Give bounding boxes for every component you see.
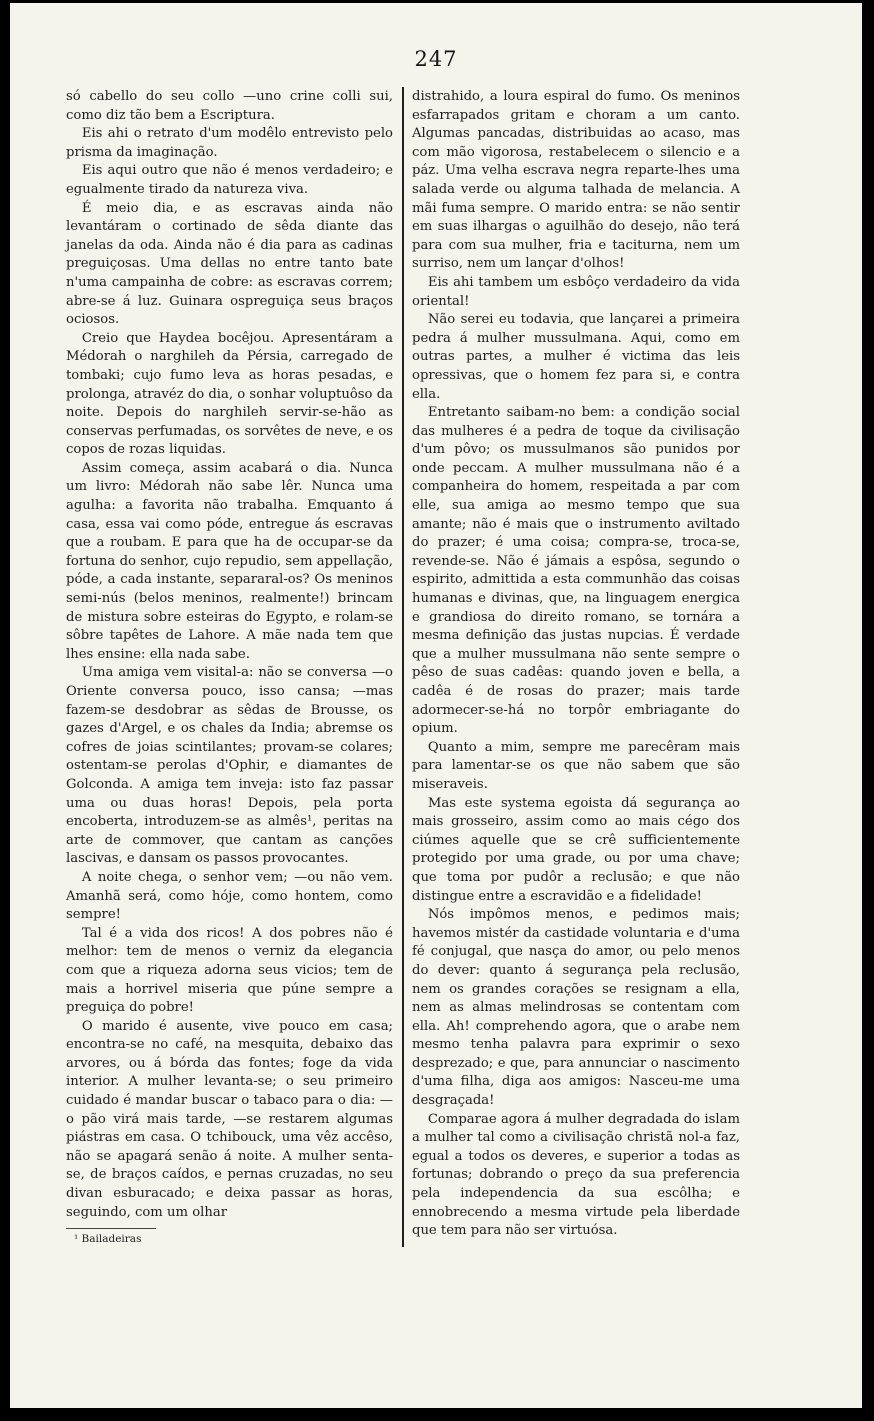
book-page [10, 3, 862, 1408]
right-column [412, 88, 740, 1241]
footnote-rule [66, 1228, 156, 1229]
paragraph: Eis ahi tambem um esbôço verdadeiro da vida oriental! [412, 274, 740, 309]
paragraph: Quanto a mim, sempre me parecêram mais para lamentar-se os que não sabem que são miseraveis. [412, 739, 740, 792]
paragraph: distrahido, a loura espiral do fumo. Os meninos esfarrapados gritam e choram a um canto. Algumas pancadas, distribuidas ao acaso, mas com mão vigorosa, restabelecem o silencio e a páz. Uma velha escrava negra reparte-lhes uma salada verde ou alguma talhada de melancia. A mãi fuma sempre. O marido entra: se não sentir em suas ilhargas o aguilhão do desejo, não terá para com sua mulher, fria e taciturna, nem um surriso, nem um lançar d'olhos! [412, 89, 740, 272]
paragraph: Mas este systema egoista dá segurança ao mais grosseiro, assim como ao mais cégo dos ciúmes aquelle que se crê sufficientemente protegido por uma grade, ou por uma chave; que toma por pudôr a reclusão; e que não distingue entre a escravidão e a fidelidade! [412, 795, 740, 904]
paragraph: Tal é a vida dos ricos! A dos pobres não é melhor: tem de menos o verniz da elegancia com que a riqueza adorna seus vicios; tem de mais a horrivel miseria que púne sempre a preguiça do pobre! [66, 925, 393, 1016]
paragraph: Uma amiga vem visital-a: não se conversa —o Oriente conversa pouco, isso cansa; —mas fazem-se desdobrar as sêdas de Brousse, os gazes d'Argel, e os chales da India; abremse os cofres de joias scintilantes; provam-se colares; ostentam-se perolas d'Ophir, e diamantes de Golconda. A amiga tem inveja: isto faz passar uma ou duas horas! Depois, pela porta encoberta, introduzem-se as almês¹, peritas na arte de commover, que cantam as canções lascivas, e dansam os passos provocantes. [66, 665, 393, 867]
paragraph: É meio dia, e as escravas ainda não levantáram o cortinado de sêda diante das janelas da oda. Ainda não é dia para as cadinas preguiçosas. Uma dellas no entre tanto bate n'uma campainha de cobre: as escravas correm; abre-se á luz. Guinara ospreguiça seus braços ociosos. [66, 200, 393, 328]
paragraph: Não serei eu todavia, que lançarei a primeira pedra á mulher mussulmana. Aqui, como em outras partes, a mulher é victima das leis opressivas, que o homem fez para si, e contra ella. [412, 312, 740, 402]
column-divider [402, 87, 404, 1247]
paragraph: Eis aqui outro que não é menos verdadeiro; e egualmente tirado da natureza viva. [66, 163, 393, 197]
paragraph: só cabello do seu collo —uno crine colli sui, como diz tão bem a Escriptura. [66, 89, 393, 123]
footnote: ¹ Bailadeiras [74, 1233, 142, 1246]
paragraph: O marido é ausente, vive pouco em casa; encontra-se no café, na mesquita, debaixo das arvores, ou á bórda das fontes; foge da vida interior. A mulher levanta-se; o seu primeiro cuidado é mandar buscar o tabaco para o dia: —o pão virá mais tarde, —se restarem algumas piástras em casa. O tchibouck, uma vêz accêso, não se apagará senão á noite. A mulher senta-se, de braços caídos, e pernas cruzadas, no seu divan esburacado; e deixa passar as horas, seguindo, com um olhar [66, 1018, 393, 1220]
paragraph: A noite chega, o senhor vem; —ou não vem. Amanhã será, como hóje, como hontem, como sempre! [66, 869, 393, 923]
paragraph: Nós impômos menos, e pedimos mais; havemos mistér da castidade voluntaria e d'uma fé conjugal, que nasça do amor, ou pelo menos do dever: quanto á segurança pela reclusão, nem os grandes corações se resignam a ella, nem as almas melindrosas se contentam com ella. Ah! comprehendo agora, que o arabe nem mesmo tenha palavra para exprimir o sexo desprezado; e que, para annunciar o nascimento d'uma filha, diga aos amigos: Nasceu-me uma desgraçada! [412, 907, 740, 1109]
page-number: 247 [414, 47, 458, 71]
paragraph: Assim começa, assim acabará o dia. Nunca um livro: Médorah não sabe lêr. Nunca uma agulha: a favorita não trabalha. Emquanto á casa, essa vai como póde, entregue ás escravas que a roubam. E para que ha de occupar-se da fortuna do senhor, cujo repudio, sem appellação, póde, a cada instante, separaral-os? Os meninos semi-nús (belos meninos, realmente!) brincam de mistura sobre esteiras do Egypto, e rolam-se sôbre tapêtes de Lahore. A mãe nada tem que lhes ensine: ella nada sabe. [66, 460, 393, 662]
paragraph: Creio que Haydea bocêjou. Apresentáram a Médorah o narghileh da Pérsia, carregado de tombaki; cujo fumo leva as horas pesadas, e prolonga, atravéz do dia, o sonhar voluptuôso da noite. Depois do narghileh servir-se-hão as conservas perfumadas, os sorvêtes de neve, e os copos de rozas liquidas. [66, 330, 393, 458]
left-column [66, 88, 393, 1246]
paragraph: Eis ahi o retrato d'um modêlo entrevisto pelo prisma da imaginação. [66, 126, 393, 160]
paragraph: Comparae agora á mulher degradada do islam a mulher tal como a civilisação christã nol-a faz, egual a todos os deveres, e superior a todas as fortunas; dobrando o preço da sua preferencia pela independencia da sua escôlha; e ennobrecendo a mesma virtude pela liberdade que tem para não ser virtuósa. [412, 1111, 740, 1239]
paragraph: Entretanto saibam-no bem: a condição social das mulheres é a pedra de toque da civilisação d'um pôvo; os mussulmanos são punidos por onde peccam. A mulher mussulmana não é a companheira do homem, respeitada a par com elle, sua amiga ao mesmo tempo que sua amante; não é mais que o instrumento aviltado do prazer; é uma coisa; compra-se, troca-se, revende-se. Não é jámais a espôsa, segundo o espirito, admittida a esta communhão das coisas humanas e divinas, que, na linguagem energica e grandiosa do direito romano, se tornára a mesma definição das justas nupcias. É verdade que a mulher mussulmana não sente sempre o pêso de suas cadêas: quando joven e bella, a cadêa é de rosas do prazer; mais tarde adormecer-se-há no torpôr embriagante do opium. [412, 405, 740, 737]
